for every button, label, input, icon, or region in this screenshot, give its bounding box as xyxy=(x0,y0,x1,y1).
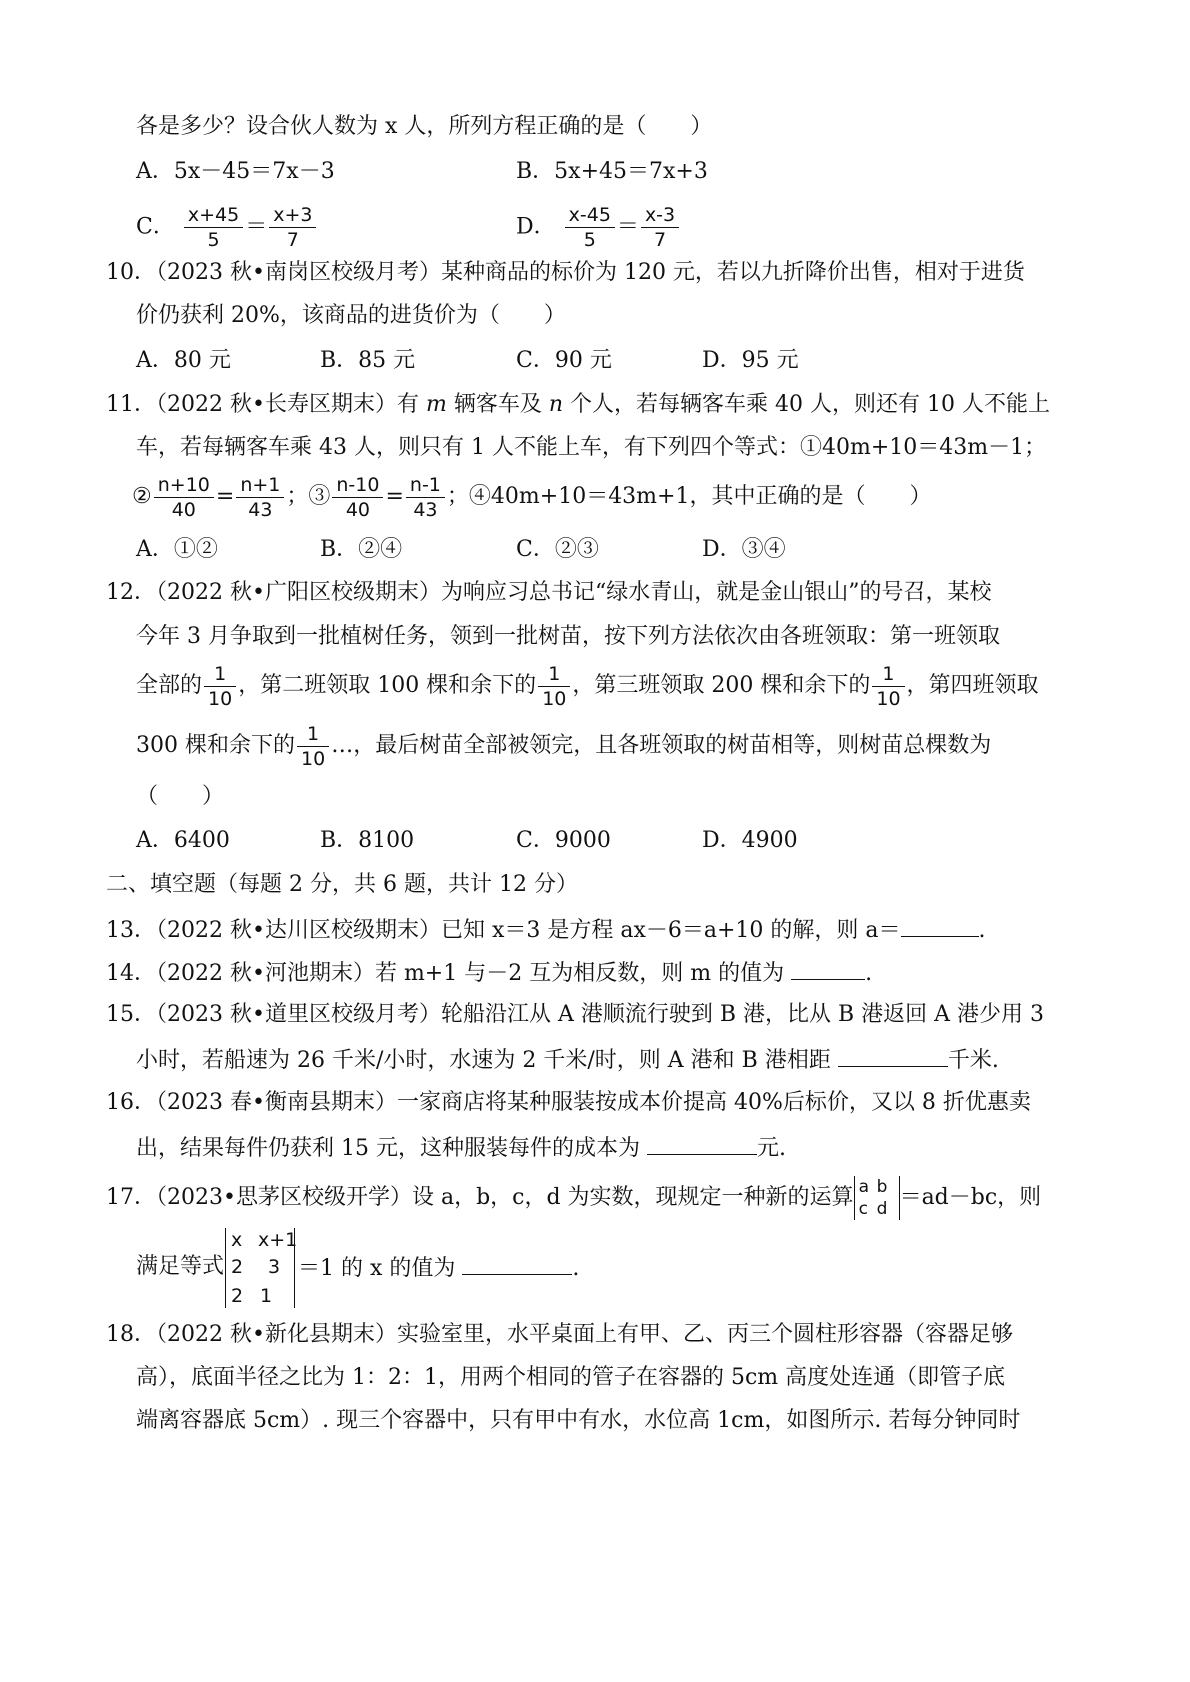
text: 300 棵和余下的 xyxy=(136,733,295,758)
q9-option-d xyxy=(516,203,681,252)
text: 元. xyxy=(756,1136,786,1161)
matrix-entry: d xyxy=(876,1199,888,1219)
q17-prefix: 满足等式 xyxy=(136,1254,225,1279)
q9-line: 各是多少？设合伙人数为 x 人，所列方程正确的是（ ） xyxy=(136,114,713,139)
fraction xyxy=(184,203,243,252)
q10-option-a: A．80 元 xyxy=(136,348,231,373)
q9-option-a xyxy=(136,157,335,187)
denominator: 7 xyxy=(653,229,667,251)
matrix-entry: 2 xyxy=(231,1256,244,1278)
denominator: 43 xyxy=(248,498,273,521)
q18-line3: 端离容器底 5cm）. 现三个容器中，只有甲中有水，水位高 1cm，如图所示. 若每分钟同时 xyxy=(136,1408,1021,1433)
circled-number: ；③ xyxy=(286,484,331,509)
numerator: n+1 xyxy=(236,473,284,498)
q12-line1: 12．（2022 秋•广阳区校级期末）为响应习总书记“绿水青山，就是金山银山”的号召，某校 xyxy=(106,580,992,605)
text: ，第三班领取 200 棵和余下的 xyxy=(572,673,871,698)
q12-line3 xyxy=(136,660,1039,712)
q11-line2: 车，若每辆客车乘 43 人，则只有 1 人不能上车，有下列四个等式：①40m+10＝43m－1； xyxy=(136,435,1047,460)
text: ；④40m+10＝43m+1，其中正确的是（ ） xyxy=(446,484,932,509)
matrix-entry: a xyxy=(858,1177,869,1197)
q11-option-a: A．①② xyxy=(136,537,218,562)
text: 辆客车及 xyxy=(446,392,549,417)
option-text: 5x－45＝7x－3 xyxy=(173,159,335,184)
q10-option-c: C．90 元 xyxy=(516,348,612,373)
denominator: 10 xyxy=(542,687,567,710)
numerator: x-45 xyxy=(565,203,615,228)
numerator: 1 xyxy=(297,722,329,747)
q9-option-c xyxy=(136,203,318,252)
q9-option-b xyxy=(516,157,708,187)
q17-line1 xyxy=(106,1172,1041,1224)
q11-line3 xyxy=(132,471,931,523)
denominator: 40 xyxy=(171,498,196,521)
circled-number: ② xyxy=(132,484,152,509)
q12-option-d: D．4900 xyxy=(702,828,798,853)
q14-line: 14．（2022 秋•河池期末）若 m+1 与－2 互为相反数，则 m 的值为 . xyxy=(106,957,872,989)
q18-line1: 18．（2022 秋•新化县期末）实验室里，水平桌面上有甲、乙、丙三个圆柱形容器（容器足够 xyxy=(106,1322,1013,1347)
numerator: x+45 xyxy=(184,203,243,228)
text: …，最后树苗全部被领完，且各班领取的树苗相等，则树苗总棵数为 xyxy=(331,733,992,758)
text: 个人，若每辆客车乘 40 人，则还有 10 人不能上 xyxy=(563,392,1050,417)
denominator: 10 xyxy=(301,747,326,770)
option-label: B． xyxy=(516,159,555,184)
answer-blank[interactable] xyxy=(901,914,979,937)
text: 全部的 xyxy=(136,673,203,698)
numerator: 1 xyxy=(538,662,570,687)
matrix-entry: c xyxy=(858,1199,868,1219)
q11-option-d: D．③④ xyxy=(702,537,786,562)
fraction xyxy=(406,473,445,522)
q11-option-b: B．②④ xyxy=(320,537,403,562)
q12-line5: （ ） xyxy=(136,784,225,809)
matrix-entry: x xyxy=(231,1229,243,1251)
numerator: n-10 xyxy=(332,473,383,498)
q12-option-a: A．6400 xyxy=(136,828,230,853)
answer-blank[interactable] xyxy=(462,1252,572,1275)
q10-option-b: B．85 元 xyxy=(320,348,416,373)
answer-blank[interactable] xyxy=(791,957,865,980)
numerator: 1 xyxy=(872,662,904,687)
variable: m xyxy=(425,392,447,417)
fraction xyxy=(538,662,570,711)
equals-sign: = xyxy=(385,484,404,509)
text: 17．（2023•思茅区校级开学）设 a，b，c，d 为实数，现规定一种新的运算 xyxy=(106,1185,854,1210)
section-heading: 二、填空题（每题 2 分，共 6 题，共计 12 分） xyxy=(106,872,578,897)
denominator: 10 xyxy=(876,687,901,710)
matrix-entry: 3 xyxy=(268,1256,281,1278)
text: ，第二班领取 100 棵和余下的 xyxy=(238,673,537,698)
q13-line: 13．（2022 秋•达川区校级期末）已知 x＝3 是方程 ax－6＝a+10 的解，则 a＝ . xyxy=(106,914,986,946)
fraction xyxy=(641,203,679,252)
text: ，第四班领取 xyxy=(906,673,1039,698)
q10-line2: 价仍获利 20%，该商品的进货价为（ ） xyxy=(136,303,566,328)
numerator: n+10 xyxy=(154,473,214,498)
equals-sign: ＝ xyxy=(245,214,268,240)
fraction xyxy=(204,662,236,711)
text: 千米. xyxy=(947,1048,999,1073)
denominator: 43 xyxy=(413,498,438,521)
fraction xyxy=(236,473,284,522)
denominator: 10 xyxy=(208,687,233,710)
matrix-entry: b xyxy=(876,1177,888,1197)
q15-line2 xyxy=(136,1044,999,1076)
matrix-entry: x+1 xyxy=(258,1229,298,1251)
q11-option-c: C．②③ xyxy=(516,537,599,562)
fraction xyxy=(269,203,316,252)
q18-line2: 高），底面半径之比为 1：2：1，用两个相同的管子在容器的 5cm 高度处连通（即管子底 xyxy=(136,1365,1006,1390)
denominator: 40 xyxy=(345,498,371,521)
denominator: 7 xyxy=(286,229,299,251)
matrix-entry: 2 xyxy=(231,1285,244,1307)
text: 出，结果每件仍获利 15 元，这种服装每件的成本为 xyxy=(136,1136,647,1161)
text: 14．（2022 秋•河池期末）若 m+1 与－2 互为相反数，则 m 的值为 xyxy=(106,961,792,986)
fraction xyxy=(297,722,329,771)
option-label: C． xyxy=(136,214,175,240)
q12-option-b: B．8100 xyxy=(320,828,415,853)
fraction xyxy=(332,473,383,522)
q12-line4 xyxy=(136,720,991,772)
fraction xyxy=(565,203,615,252)
variable: n xyxy=(548,392,563,417)
q16-line2 xyxy=(136,1132,786,1164)
fraction xyxy=(154,473,214,522)
q11-line1 xyxy=(106,390,1050,420)
text: 13．（2022 秋•达川区校级期末）已知 x＝3 是方程 ax－6＝a+10 的解，则 a＝ xyxy=(106,918,901,943)
text: 11．（2022 秋•长寿区期末）有 xyxy=(106,392,426,417)
determinant-matrix xyxy=(225,1228,298,1308)
q10-line1: 10．（2023 秋•南岗区校级月考）某种商品的标价为 120 元，若以九折降价出售，相对于进货 xyxy=(106,260,1025,285)
numerator: 1 xyxy=(204,662,236,687)
q10-option-d: D．95 元 xyxy=(702,348,799,373)
denominator: 5 xyxy=(207,229,220,251)
equals-sign: ＝ xyxy=(616,214,639,240)
text: ＝ad－bc，则 xyxy=(899,1185,1042,1210)
text: 小时，若船速为 26 千米/小时，水速为 2 千米/时，则 A 港和 B 港相距 xyxy=(136,1048,838,1073)
option-text: 5x+45＝7x+3 xyxy=(554,159,708,184)
option-label: D． xyxy=(516,214,556,240)
q12-option-c: C．9000 xyxy=(516,828,611,853)
q16-line1: 16．（2023 春•衡南县期末）一家商店将某种服装按成本价提高 40%后标价，又以 8 折优惠卖 xyxy=(106,1090,1031,1115)
numerator: x-3 xyxy=(641,203,679,228)
matrix-entry: 1 xyxy=(260,1285,273,1307)
q17-line2: ＝1 的 x 的值为 . xyxy=(298,1252,579,1284)
denominator: 5 xyxy=(583,229,596,251)
fraction xyxy=(872,662,904,711)
equals-sign: = xyxy=(215,484,235,509)
answer-blank[interactable] xyxy=(838,1044,948,1067)
numerator: x+3 xyxy=(269,203,316,228)
q12-line2: 今年 3 月争取到一批植树任务，领到一批树苗，按下列方法依次由各班领取：第一班领取 xyxy=(136,624,1000,649)
answer-blank[interactable] xyxy=(647,1132,757,1155)
option-label: A． xyxy=(136,159,174,184)
numerator: n-1 xyxy=(406,473,445,498)
q15-line1: 15．（2023 秋•道里区校级月考）轮船沿江从 A 港顺流行驶到 B 港，比从 B 港返回 A 港少用 3 xyxy=(106,1002,1044,1027)
determinant-2x2 xyxy=(854,1176,900,1220)
text: ＝1 的 x 的值为 xyxy=(298,1256,463,1281)
